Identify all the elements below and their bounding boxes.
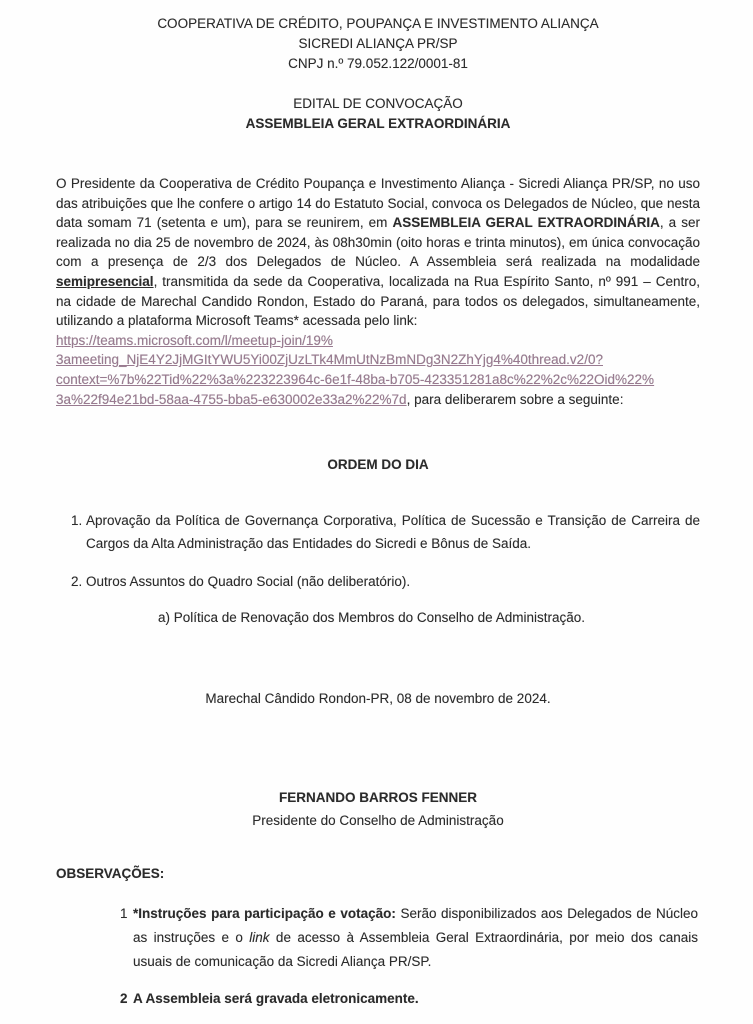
agenda-sub-item-a: a) Política de Renovação dos Membros do Conselho de Administração. (158, 609, 585, 625)
intro-text-2: , a ser realizada no dia 25 de novembro de 2024, às 08h30min (oito horas e trinta minutos), em única convocação com a presença de 2/3 dos Delegados de Núcleo. A Assembleia será realizada na modalidade (56, 215, 700, 270)
observations-heading: OBSERVAÇÕES: (56, 866, 165, 882)
intro-text-3: , transmitida da sede da Cooperativa, localizada na Rua Espírito Santo, nº 991 – Centro, na cidade de Marechal Candido Rondon, Estado do Paraná, para todos os delegados, simultaneamente, utilizando a plataforma Microsoft Teams* acessada pelo link: (56, 273, 700, 329)
cnpj-line: CNPJ n.º 79.052.122/0001-81 (288, 56, 468, 71)
observation-item-2 (56, 987, 700, 1011)
intro-text-1: O Presidente da Cooperativa de Crédito Poupança e Investimento Aliança - Sicredi Aliança PR/SP, no uso das atribuições que lhe confere o artigo 14 do Estatuto Social, convoca os Delegados de Núcleo, que nesta data somam 71 (setenta e um), para se reunirem, em (56, 176, 700, 231)
teams-link-block (56, 331, 700, 409)
modality-semipresencial: semipresencial (56, 273, 154, 289)
observation-item-2-text: A Assembleia será gravada eletronicamente. (133, 990, 419, 1006)
observation-item-1-text-b: de acesso à Assembleia Geral Extraordinária, por meio dos canais usuais de comunicação da Sicredi Aliança PR/SP. (133, 929, 698, 969)
signature-block (56, 786, 700, 832)
agenda-item-1-text: Aprovação da Política de Governança Corporativa, Política de Sucessão e Transição de Carreira de Cargos da Alta Administração das Entidades do Sicredi e Bônus de Saída. (86, 512, 700, 551)
signatory-name: FERNANDO BARROS FENNER (278, 790, 477, 806)
observation-item-1-text (133, 902, 700, 974)
teams-meeting-link-line-2[interactable]: 3ameeting_NjE4Y2JjMGItYWU5Yi00ZjUzLTk4MmUtNzBmNDg3N2ZhYjg4%40thread.v2/0? (56, 352, 603, 368)
document-title-block (56, 94, 700, 134)
org-name: COOPERATIVA DE CRÉDITO, POUPANÇA E INVESTIMENTO ALIANÇA (157, 16, 599, 31)
teams-meeting-link-line-4[interactable]: 3a%22f94e21bd-58aa-4755-bba5-e630002e33a2%22%7d (56, 391, 407, 407)
edital-title: EDITAL DE CONVOCAÇÃO (293, 96, 463, 111)
observation-item-1-link-word: link (249, 929, 270, 945)
intro-text-4: , para deliberarem sobre a seguinte: (406, 391, 624, 407)
observation-item-1-bold-lead: *Instruções para participação e votação: (133, 905, 396, 921)
observation-item-2-number: 2 (120, 990, 128, 1006)
convocation-paragraph (56, 174, 700, 409)
agenda-heading: ORDEM DO DIA (327, 457, 429, 473)
assembleia-subtitle: ASSEMBLEIA GERAL EXTRAORDINÁRIA (245, 116, 511, 131)
observation-item-1-number: 1 (120, 905, 128, 921)
org-short-name: SICREDI ALIANÇA PR/SP (298, 36, 458, 51)
agenda-item-2-text: Outros Assuntos do Quadro Social (não deliberatório). (86, 573, 411, 589)
agenda-item-2 (56, 570, 700, 593)
agenda-item-2-number: 2. (71, 573, 83, 589)
teams-meeting-link-line-1[interactable]: https://teams.microsoft.com/l/meetup-join/19% (56, 332, 333, 348)
date-line: Marechal Cândido Rondon-PR, 08 de novembro de 2024. (205, 690, 551, 706)
agenda-item-1 (56, 509, 700, 555)
observation-item-1-text-a: Serão disponibilizados aos Delegados de Núcleo as instruções e o (133, 905, 698, 945)
observation-item-1 (56, 902, 700, 974)
assembly-name-bold: ASSEMBLEIA GERAL EXTRAORDINÁRIA (392, 215, 660, 231)
signatory-role: Presidente do Conselho de Administração (252, 813, 504, 829)
teams-meeting-link-line-3[interactable]: context=%7b%22Tid%22%3a%223223964c-6e1f-48ba-b705-423351281a8c%22%2c%22Oid%22% (56, 371, 655, 387)
agenda-item-1-number: 1. (71, 512, 83, 528)
document-header (56, 14, 700, 74)
